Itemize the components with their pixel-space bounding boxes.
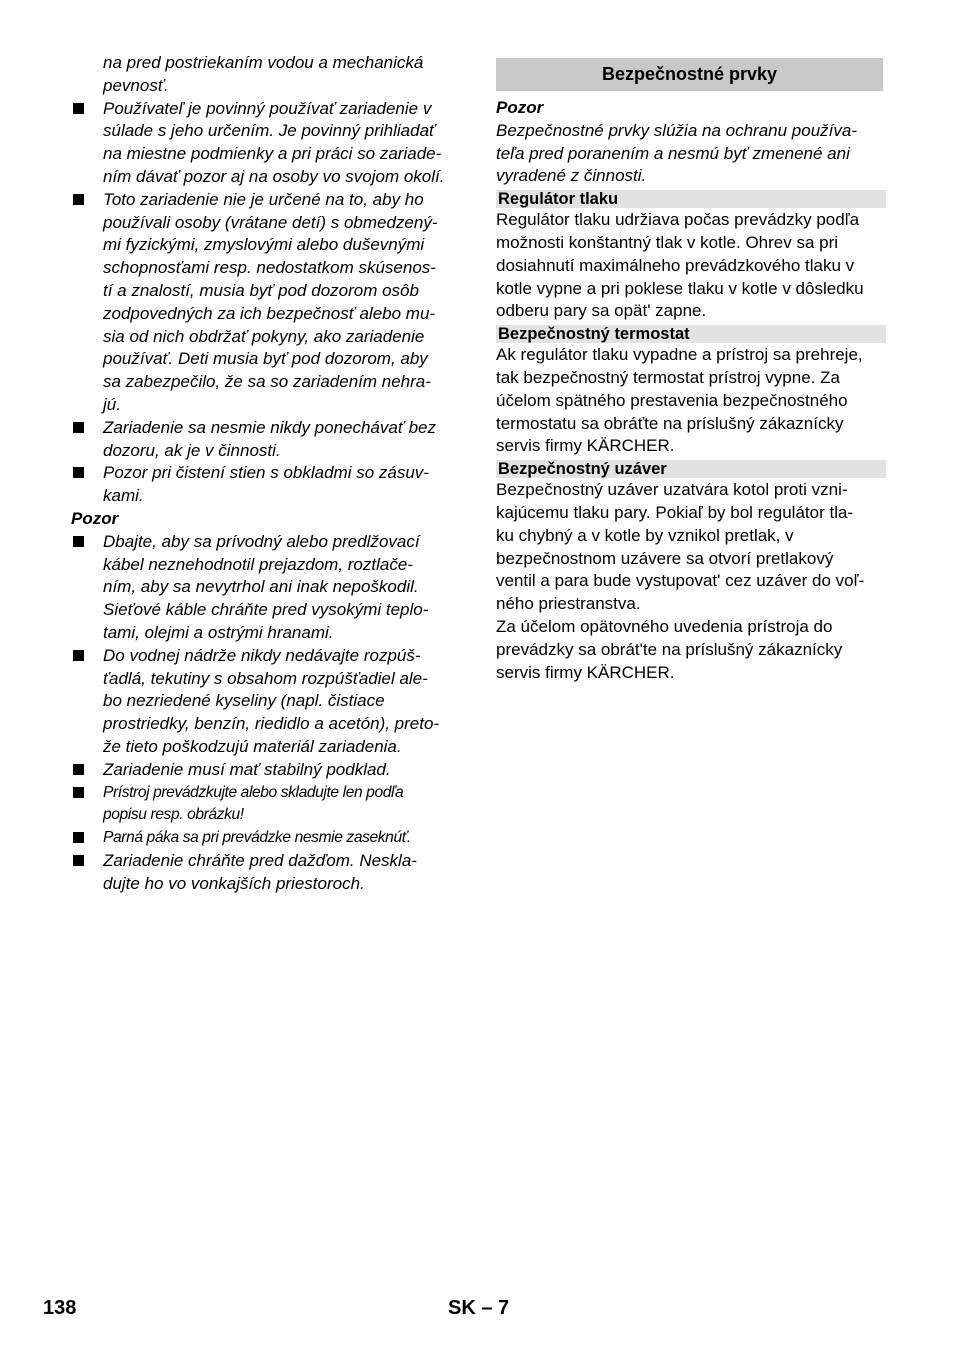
- square-bullet-icon: [73, 194, 84, 205]
- subsection-text-line: ku chybný a v kotle by vznikol pretlak, v: [496, 525, 794, 545]
- list-item: [71, 782, 463, 828]
- list-item: [71, 827, 463, 850]
- list-item-line: používali osoby (vrátane detí) s obmedzený-: [103, 212, 438, 232]
- list-item-line: súlade s jeho určením. Je povinný prihliadať: [103, 121, 436, 141]
- list-item-line: sia od nich obdržať pokyny, ako zariadenie: [103, 326, 425, 346]
- list-item-line: schopnosťami resp. nedostatkom skúsenos-: [103, 258, 436, 278]
- subsection-text-line: Ak regulátor tlaku vypadne a prístroj sa prehreje,: [496, 345, 863, 365]
- list-item-line: Zariadenie musí mať stabilný podklad.: [103, 759, 391, 779]
- subsection-text-line: možnosti konštantný tlak v kotle. Ohrev sa pri: [496, 232, 839, 252]
- subsection-text-line: kotle vypne a pri poklese tlaku v kotle v dôsledku: [496, 278, 864, 298]
- subsection-heading: Regulátor tlaku: [496, 190, 886, 208]
- list-item-line: Toto zariadenie nie je určené na to, aby ho: [103, 189, 424, 209]
- list-item-line: bo nezriedené kyseliny (napl. čistiace: [103, 691, 385, 711]
- square-bullet-icon: [73, 103, 84, 114]
- pozor-note: [496, 120, 886, 188]
- subsection-text-line: účelom spätného prestavenia bezpečnostného: [496, 390, 848, 410]
- list-item-line: prostriedky, benzín, riedidlo a acetón), preto-: [103, 714, 440, 734]
- list-item: [71, 645, 463, 759]
- list-item-line: popisu resp. obrázku!: [103, 806, 244, 824]
- pozor-note-line: Bezpečnostné prvky slúžia na ochranu používa-: [496, 120, 857, 140]
- intro-line: na pred postriekaním vodou a mechanická: [103, 53, 424, 72]
- subsection-text-line: bezpečnostnom uzávere sa otvorí pretlakový: [496, 548, 834, 568]
- pozor-note-line: vyradené z činnosti.: [496, 166, 647, 186]
- list-item-line: Zariadenie sa nesmie nikdy ponechávať bez: [103, 417, 436, 437]
- square-bullet-icon: [73, 422, 84, 433]
- list-item-line: mi fyzickými, zmyslovými alebo duševnými: [103, 235, 425, 255]
- list-item-line: že tieto poškodzujú materiál zariadenia.: [103, 736, 402, 756]
- square-bullet-icon: [73, 832, 84, 843]
- square-bullet-icon: [73, 855, 84, 866]
- list-item-line: Prístroj prevádzkujte alebo skladujte len podľa: [103, 783, 404, 801]
- left-column: [71, 52, 463, 895]
- pozor-label-right: Pozor: [496, 98, 544, 117]
- list-item: [71, 98, 463, 189]
- subsection-text-line: prevádzky sa obrát'te na príslušný zákaznícky: [496, 639, 843, 659]
- bullet-list-caution: [71, 531, 463, 896]
- list-item-line: dozoru, ak je v činnosti.: [103, 440, 281, 460]
- list-item-line: ním, aby sa nevytrhol ani inak nepoškodil.: [103, 577, 419, 597]
- subsection-text-line: servis firmy KÄRCHER.: [496, 662, 675, 682]
- right-column: [496, 58, 886, 684]
- subsection-text-line: Za účelom opätovného uvedenia prístroja do: [496, 616, 833, 636]
- intro-text: [71, 52, 463, 98]
- list-item-line: Sieťové káble chráňte pred vysokými teplo-: [103, 600, 429, 620]
- subsection-text-line: ného priestranstva.: [496, 594, 641, 614]
- list-item-line: Zariadenie chráňte pred dažďom. Neskla-: [103, 850, 417, 870]
- subsection-text-line: odberu pary sa opät' zapne.: [496, 301, 707, 321]
- list-item: [71, 417, 463, 463]
- subsection-text-line: termostatu sa obráťte na príslušný zákaznícky: [496, 413, 844, 433]
- subsection-text-line: Bezpečnostný uzáver uzatvára kotol proti vzni-: [496, 480, 848, 500]
- list-item-line: Parná páka sa pri prevádzke nesmie zaseknúť.: [103, 829, 411, 847]
- list-item: [71, 189, 463, 417]
- subsection-text-line: tak bezpečnostný termostat prístroj vypne. Za: [496, 367, 840, 387]
- list-item-line: Dbajte, aby sa prívodný alebo predlžovací: [103, 531, 420, 551]
- intro-line: pevnosť.: [103, 75, 169, 95]
- list-item-line: Do vodnej nádrže nikdy nedávajte rozpúš-: [103, 645, 421, 665]
- subsection-text-line: kajúcemu tlaku pary. Pokiaľ by bol regulátor tla-: [496, 502, 854, 522]
- list-item-line: Používateľ je povinný používať zariadenie v: [103, 98, 432, 118]
- list-item: [71, 759, 463, 782]
- square-bullet-icon: [73, 764, 84, 775]
- square-bullet-icon: [73, 787, 84, 798]
- pozor-note-line: teľa pred poranením a nesmú byť zmenené ani: [496, 143, 850, 163]
- safety-subsections: [496, 190, 886, 684]
- square-bullet-icon: [73, 467, 84, 478]
- subsection-text-line: dosiahnutí maximálneho prevádzkového tlaku v: [496, 255, 855, 275]
- subsection-text-line: Regulátor tlaku udržiava počas prevádzky podľa: [496, 210, 860, 230]
- list-item-line: používať. Deti musia byť pod dozorom, aby: [103, 349, 428, 369]
- subsection-text-line: servis firmy KÄRCHER.: [496, 436, 675, 456]
- list-item: [71, 850, 463, 896]
- square-bullet-icon: [73, 650, 84, 661]
- language-page-label: SK – 7: [448, 1297, 510, 1319]
- list-item: [71, 462, 463, 508]
- list-item-line: Pozor pri čistení stien s obkladmi so zásuv-: [103, 463, 429, 483]
- list-item-line: tami, olejmi a ostrými hranami.: [103, 622, 334, 642]
- list-item-line: ťadlá, tekutiny s obsahom rozpúšťadiel ale-: [103, 668, 428, 688]
- square-bullet-icon: [73, 536, 84, 547]
- bullet-list-usage: [71, 98, 463, 508]
- list-item-line: ním dávať pozor aj na osoby vo svojom okolí.: [103, 166, 445, 186]
- list-item-line: zodpovedných za ich bezpečnosť alebo mu-: [103, 303, 436, 323]
- list-item-line: na miestne podmienky a pri práci so zariade-: [103, 144, 442, 164]
- subsection-heading: Bezpečnostný uzáver: [496, 460, 886, 478]
- list-item-line: kábel neznehodnotil prejazdom, roztlače-: [103, 554, 413, 574]
- pozor-label: Pozor: [71, 508, 119, 528]
- subsection-text-line: ventil a para bude vystupovat' cez uzáver do voľ-: [496, 571, 865, 591]
- section-title: Bezpečnostné prvky: [496, 58, 883, 91]
- list-item-line: dujte ho vo vonkajších priestoroch.: [103, 873, 365, 893]
- page-number: 138: [43, 1297, 77, 1319]
- list-item-line: jú.: [103, 394, 121, 414]
- list-item: [71, 531, 463, 645]
- subsection-heading: Bezpečnostný termostat: [496, 325, 886, 343]
- list-item-line: kami.: [103, 486, 144, 506]
- list-item-line: sa zabezpečilo, že sa so zariadením nehra-: [103, 372, 431, 392]
- list-item-line: tí a znalostí, musia byť pod dozorom osôb: [103, 280, 419, 300]
